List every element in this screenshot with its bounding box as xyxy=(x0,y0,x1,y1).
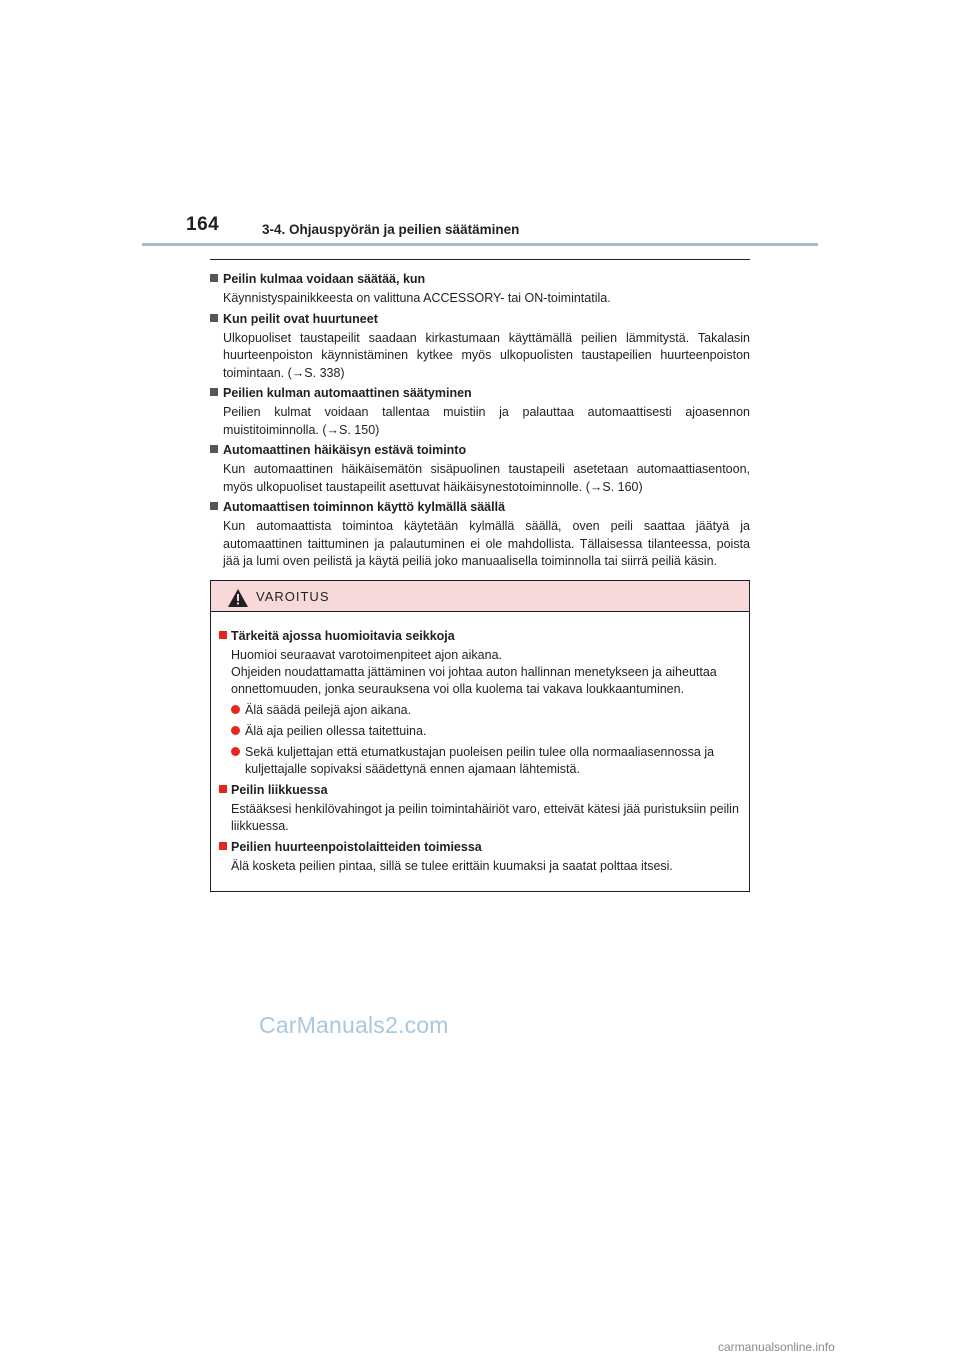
topic-auto-angle xyxy=(210,385,750,439)
warning-section-defogger xyxy=(219,839,741,875)
topic-cold-weather xyxy=(210,499,750,571)
topic-body: Peilien kulmat voidaan tallentaa muistiin ja palauttaa automaattisesti ajoasennon muistitoiminnolla. (→S. 150) xyxy=(223,405,750,437)
square-bullet-icon xyxy=(210,314,218,322)
square-bullet-icon xyxy=(210,502,218,510)
warning-heading: Peilien huurteenpoistolaitteiden toimiessa xyxy=(231,840,482,854)
red-square-bullet-icon xyxy=(219,842,227,850)
red-square-bullet-icon xyxy=(219,785,227,793)
topic-body: Kun automaattinen häikäisemätön sisäpuolinen taustapeili asetetaan automaattiasentoon, myös ulkopuoliset taustapeilit asettuvat häikäisynestotoiminnolle. (→S. 160) xyxy=(223,462,750,494)
warning-triangle-icon xyxy=(228,589,248,607)
topic-heading: Peilien kulman automaattinen säätyminen xyxy=(223,386,472,400)
square-bullet-icon xyxy=(210,274,218,282)
content xyxy=(210,271,750,574)
red-dot-bullet-icon xyxy=(231,726,240,735)
warning-body xyxy=(211,612,749,875)
warning-heading: Tärkeitä ajossa huomioitavia seikkoja xyxy=(231,629,455,643)
square-bullet-icon xyxy=(210,445,218,453)
warning-section-moving xyxy=(219,782,741,835)
topic-body: Käynnistyspainikkeesta on valittuna ACCESSORY- tai ON-toimintatila. xyxy=(223,291,611,305)
footer-watermark: carmanualsonline.info xyxy=(718,1340,835,1354)
topic-heading: Automaattisen toiminnon käyttö kylmällä säällä xyxy=(223,500,506,514)
warning-section-driving xyxy=(219,628,741,778)
warning-bullet: Älä aja peilien ollessa taitettuina. xyxy=(231,723,741,740)
topic-angle-adjust xyxy=(210,271,750,308)
red-square-bullet-icon xyxy=(219,631,227,639)
topic-anti-glare xyxy=(210,442,750,496)
page-number: 164 xyxy=(186,214,220,235)
warning-text: Estääksesi henkilövahingot ja peilin toimintahäiriöt varo, etteivät kätesi jää puristuksiin peilin liikkuessa. xyxy=(231,802,739,833)
section-title: 3-4. Ohjauspyörän ja peilien säätäminen xyxy=(262,222,520,237)
site-watermark: CarManuals2.com xyxy=(259,1012,449,1038)
red-dot-bullet-icon xyxy=(231,747,240,756)
warning-text: Ohjeiden noudattamatta jättäminen voi johtaa auton hallinnan menetykseen ja aiheuttaa onnettomuuden, jonka seurauksena voi olla kuolema tai vakava loukkaantuminen. xyxy=(231,665,717,696)
topic-heading: Peilin kulmaa voidaan säätää, kun xyxy=(223,272,426,286)
header-rule xyxy=(142,243,818,246)
topic-body: Kun automaattista toimintoa käytetään kylmällä säällä, oven peili saattaa jäätyä ja automaattinen taittuminen ja palautuminen ei ole mahdollista. Tällaisessa tilanteessa, poista jää ja lumi oven peilistä ja käytä peiliä joko manuaalisella toiminnolla tai siirrä peiliä käsin. xyxy=(223,519,750,568)
warning-box xyxy=(210,580,750,892)
body-rule xyxy=(210,259,750,260)
topic-fogged-mirrors xyxy=(210,311,750,383)
topic-heading: Kun peilit ovat huurtuneet xyxy=(223,311,378,326)
warning-heading: Peilin liikkuessa xyxy=(231,783,328,797)
warning-text: Huomioi seuraavat varotoimenpiteet ajon aikana. xyxy=(231,648,502,662)
red-dot-bullet-icon xyxy=(231,705,240,714)
warning-title: VAROITUS xyxy=(256,589,330,604)
topic-body: Ulkopuoliset taustapeilit saadaan kirkastumaan käyttämällä peilien lämmitystä. Takalasin huurteenpoiston käynnistäminen kytkee myös ulkopuolisten taustapeilien huurteenpoiston toimintaan. (→S. 338) xyxy=(223,330,750,380)
warning-bullet: Älä säädä peilejä ajon aikana. xyxy=(231,702,741,719)
warning-text: Älä kosketa peilien pintaa, sillä se tulee erittäin kuumaksi ja saatat polttaa itsesi. xyxy=(231,859,673,873)
warning-header xyxy=(211,581,749,612)
warning-bullet: Sekä kuljettajan että etumatkustajan puoleisen peilin tulee olla normaaliasennossa ja kuljettajalle sopivaksi säädettynä ennen ajamaan lähtemistä. xyxy=(231,744,741,778)
topic-heading: Automaattinen häikäisyn estävä toiminto xyxy=(223,443,467,457)
square-bullet-icon xyxy=(210,388,218,396)
